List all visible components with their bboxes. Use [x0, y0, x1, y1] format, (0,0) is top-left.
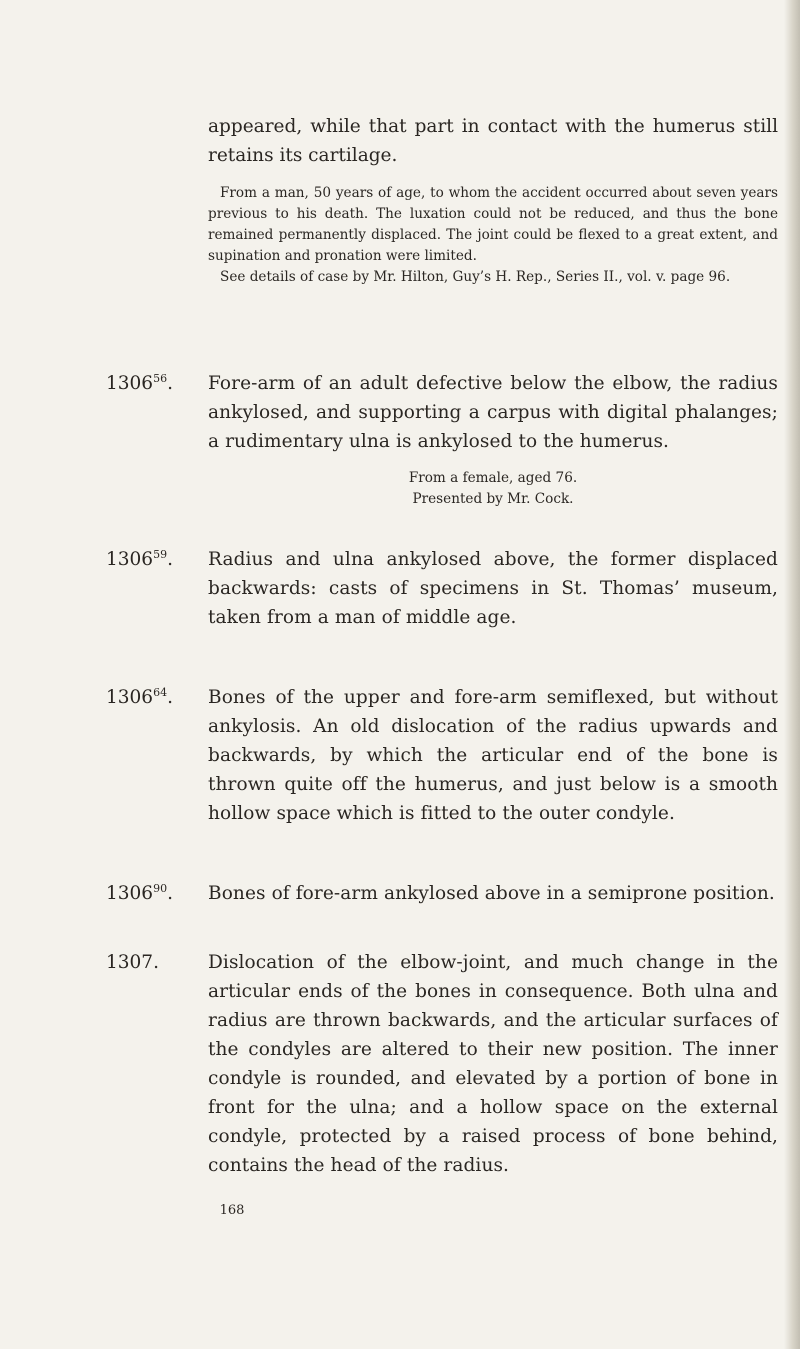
continuation-text: appeared, while that part in contact with the humerus still retains its cartilage. [208, 116, 778, 166]
catalogue-entry-130690 [106, 879, 778, 908]
entry-description: Bones of fore-arm ankylosed above in a semiprone position. [208, 883, 775, 904]
entry-number: 1306$^{59}$. [106, 548, 173, 570]
page-edge-shadow [784, 0, 800, 1349]
entry-number: 1306$^{90}$. [106, 882, 173, 904]
catalogue-entry-130664 [106, 683, 778, 828]
entry-description: Fore-arm of an adult defective below the elbow, the radius ankylosed, and supporting a carpus with digital phalanges; a rudimentary ulna is ankylosed to the humerus. [208, 373, 778, 452]
catalogue-entry-130656 [106, 369, 778, 510]
entry-donor: Presented by Mr. Cock. [412, 491, 574, 507]
entry-description: Bones of the upper and fore-arm semiflexed, but without ankylosis. An old dislocation of the radius upwards and backwards, by which the articular end of the bone is thrown quite off the humerus, and just below is a smooth hollow space which is fitted to the outer condyle. [208, 687, 778, 824]
entry-number: 1306$^{56}$. [106, 372, 173, 394]
reference-note: See details of case by Mr. Hilton, Guy’s H. Rep., Series II., vol. v. page 96. [220, 269, 731, 285]
entry-number: 1306$^{64}$. [106, 686, 173, 708]
continued-entry [208, 112, 778, 288]
entry-description: Radius and ulna ankylosed above, the former displaced backwards: casts of specimens in St. Thomas’ museum, taken from a man of middle age. [208, 549, 778, 628]
entry-source: From a female, aged 76. [408, 470, 578, 486]
entry-number: 1307. [106, 952, 159, 973]
catalogue-entry-1307 [106, 948, 778, 1180]
catalogue-entry-130659 [106, 545, 778, 632]
page-number: 168 [219, 1203, 245, 1218]
case-note: From a man, 50 years of age, to whom the accident occurred about seven years previous to his death. The luxation could not be reduced, and thus the bone remained permanently displaced. The joint could be flexed to a great extent, and supination and pronation were limited. [208, 185, 778, 264]
entry-description: Dislocation of the elbow-joint, and much change in the articular ends of the bones in consequence. Both ulna and radius are thrown backwards, and the articular surfaces of the condyles are altered to their new position. The inner condyle is rounded, and elevated by a portion of bone in front for the ulna; and a hollow space on the external condyle, protected by a raised process of bone behind, contains the head of the radius. [208, 952, 778, 1176]
